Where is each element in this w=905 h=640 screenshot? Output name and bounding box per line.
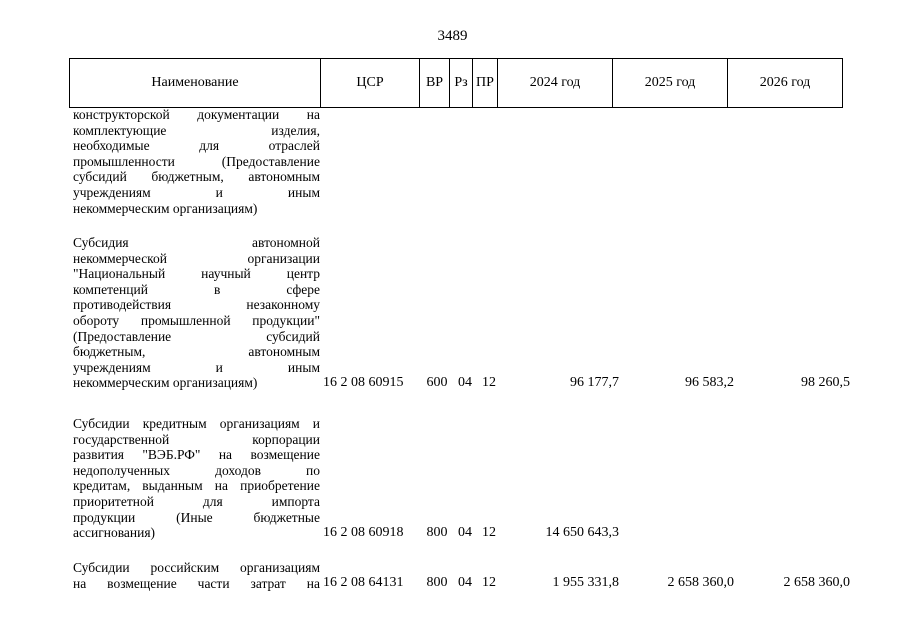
row-name-line: некоммерческой организации <box>73 250 320 266</box>
row-name-line: некоммерческим организациям) <box>73 375 258 391</box>
row-name-line: Субсидия автономной <box>73 235 320 250</box>
row-2026: 98 260,5 <box>801 375 850 390</box>
row-name <box>73 416 320 541</box>
row-name-line: Субсидии российским организациям <box>73 560 320 575</box>
row-name <box>73 560 320 591</box>
row-2025: 2 658 360,0 <box>667 575 734 590</box>
row-vr: 800 <box>426 525 448 540</box>
row-name <box>73 235 320 391</box>
header-2024: 2024 год <box>498 59 613 108</box>
row-name-line: учреждениям и иным <box>73 184 320 200</box>
row-name-line: обороту промышленной продукции" <box>73 312 320 328</box>
page-number: 3489 <box>437 28 468 44</box>
row-name-line: продукции (Иные бюджетные <box>73 509 320 525</box>
row-name-line: на возмещение части затрат на <box>73 575 320 591</box>
row-csr: 16 2 08 60918 <box>323 525 404 540</box>
header-rz: Рз <box>450 59 473 108</box>
table-header <box>69 58 843 108</box>
row-name-line: некоммерческим организациям) <box>73 200 258 216</box>
row-name-line: комплектующие изделия, <box>73 122 320 138</box>
row-rz: 04 <box>458 375 472 390</box>
row-name-line: компетенций в сфере <box>73 281 320 297</box>
header-pr: ПР <box>473 59 498 108</box>
row-name-line: субсидий бюджетным, автономным <box>73 169 320 185</box>
row-pr: 12 <box>482 375 496 390</box>
row-vr: 600 <box>426 375 448 390</box>
header-2025: 2025 год <box>613 59 728 108</box>
header-vr: ВР <box>420 59 450 108</box>
header-name: Наименование <box>70 59 321 108</box>
header-2026: 2026 год <box>728 59 843 108</box>
row-2025: 96 583,2 <box>685 375 734 390</box>
row-csr: 16 2 08 64131 <box>323 575 404 590</box>
row-name-line: недополученных доходов по <box>73 462 320 478</box>
row-name-line: кредитам, выданным на приобретение <box>73 478 320 494</box>
row-rz: 04 <box>458 575 472 590</box>
row-name-line: конструкторской документации на <box>73 107 320 122</box>
row-name-line: бюджетным, автономным <box>73 344 320 360</box>
row-name-line: промышленности (Предоставление <box>73 153 320 169</box>
row-name-line: государственной корпорации <box>73 431 320 447</box>
row-2024: 96 177,7 <box>570 375 619 390</box>
row-name-line: учреждениям и иным <box>73 359 320 375</box>
row-name-line: (Предоставление субсидий <box>73 328 320 344</box>
row-2024: 1 955 331,8 <box>552 575 619 590</box>
row-name-line: ассигнования) <box>73 525 156 541</box>
row-pr: 12 <box>482 575 496 590</box>
row-name-line: "Национальный научный центр <box>73 266 320 282</box>
row-name-line: развития "ВЭБ.РФ" на возмещение <box>73 447 320 463</box>
row-pr: 12 <box>482 525 496 540</box>
row-name <box>73 107 320 216</box>
row-csr: 16 2 08 60915 <box>323 375 404 390</box>
row-vr: 800 <box>426 575 448 590</box>
row-2024: 14 650 643,3 <box>545 525 619 540</box>
row-name-line: Субсидии кредитным организациям и <box>73 416 320 431</box>
row-2026: 2 658 360,0 <box>783 575 850 590</box>
row-name-line: необходимые для отраслей <box>73 138 320 154</box>
header-csr: ЦСР <box>321 59 420 108</box>
row-name-line: приоритетной для импорта <box>73 493 320 509</box>
row-rz: 04 <box>458 525 472 540</box>
row-name-line: противодействия незаконному <box>73 297 320 313</box>
